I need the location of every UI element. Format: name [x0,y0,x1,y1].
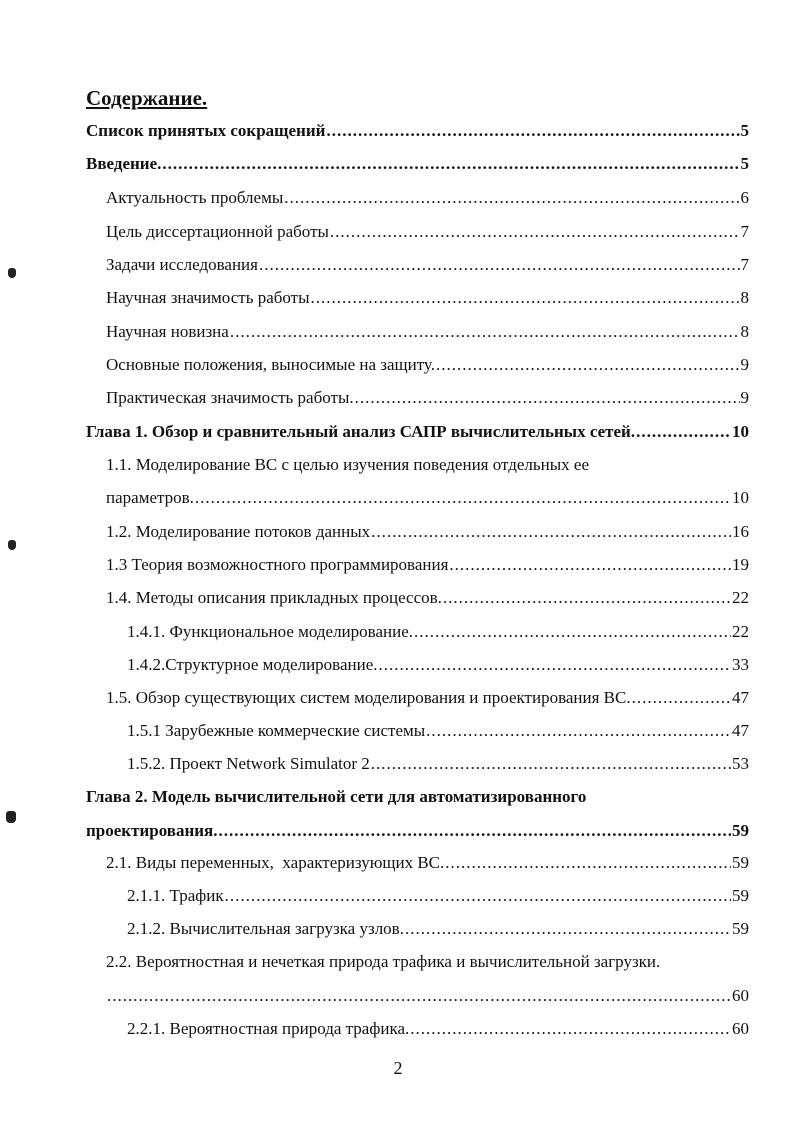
toc-entry-text: проектирования. [86,821,218,840]
toc-entry-text: Задачи исследования [106,255,258,274]
toc-entry [127,752,749,776]
toc-entry-page: 10 [732,488,749,507]
toc-entry-text: 1.2. Моделирование потоков данных [106,522,371,541]
toc-entry-text: Основные положения, выносимые на защиту. [106,355,435,374]
toc-entry [106,386,749,410]
toc-entry-page: 8 [740,288,749,307]
toc-entry [127,653,749,677]
dot-leader [225,884,731,908]
toc-entry-text: Введение. [86,154,162,173]
dot-leader [259,253,740,277]
toc-entry-page: 47 [732,688,749,707]
toc-entry [106,686,749,710]
toc-entry-page: 16 [732,522,749,541]
dot-leader [162,152,739,176]
dot-leader [218,819,731,843]
toc-entry-text: 1.4.1. Функциональное моделирование. [127,622,413,641]
toc-entry-text: Цель диссертационной работы [106,222,329,241]
dot-leader [445,851,731,875]
dot-leader [326,119,739,143]
toc-entry [127,917,749,941]
dot-leader [195,486,731,510]
toc-entry-text: 1.4.2.Структурное моделирование. [127,655,378,674]
toc-entry-page: 59 [732,919,749,938]
toc-entry [106,286,749,310]
dot-leader [230,320,740,344]
dot-leader [449,553,731,577]
dot-leader [436,353,740,377]
dot-leader [636,420,731,444]
dot-leader [379,653,731,677]
toc-entry-text: 1.5.2. Проект Network Simulator 2 [127,754,370,773]
toc-entry-text: Практическая значимость работы. [106,388,354,407]
toc-entry-text: 1.3 Теория возможностного программирования [106,555,449,574]
toc-entry [106,486,749,510]
dot-leader [330,220,740,244]
punch-hole-mark [6,811,16,823]
toc-entry [106,353,749,377]
toc-entry-page: 59 [732,853,749,872]
toc-entry-text: 2.1.1. Трафик [127,886,224,905]
dot-leader [410,1017,731,1041]
toc-entry-text: 2.2.1. Вероятностная природа трафика. [127,1019,410,1038]
toc-entry [127,719,749,743]
toc-entry [106,320,749,344]
dot-leader [284,186,739,210]
toc-entry [106,186,749,210]
toc-entry [127,620,749,644]
toc-entry-page: 59 [732,821,749,840]
toc-entry-page: 22 [732,622,749,641]
toc-entry [127,884,749,908]
toc-entry [106,520,749,544]
toc-entry [127,1017,749,1041]
toc-entry-text: Научная значимость работы [106,288,310,307]
toc-entry [106,553,749,577]
dot-leader [371,752,731,776]
toc-entry-page: 5 [740,121,749,140]
dot-leader [311,286,740,310]
toc-entry-chapter-2-line1: Глава 2. Модель вычислительной сети для автоматизированного [86,787,587,806]
toc-entry-chapter-2 [86,819,749,843]
toc-entry-page: 7 [740,255,749,274]
toc-entry-page: 19 [732,555,749,574]
dot-leader [426,719,731,743]
toc-entry-text: Список принятых сокращений [86,121,326,140]
toc-title: Содержание. [86,86,208,110]
toc-entry-page: 22 [732,588,749,607]
toc-entry-text: 1.5. Обзор существующих систем моделирования и проектирования ВС. [106,688,631,707]
dot-leader [414,620,731,644]
toc-entry-text: параметров. [106,488,194,507]
toc-entry [106,253,749,277]
page-number: 2 [393,1058,403,1078]
toc-entry-page: 59 [732,886,749,905]
toc-entry-chapter-1 [86,420,749,444]
toc-entry-text: Актуальность проблемы [106,188,284,207]
toc-entry-line1: 2.2. Вероятностная и нечеткая природа трафика и вычислительной загрузки. [106,952,661,971]
toc-entry-page: 60 [732,1019,749,1038]
toc-entry-page: 7 [740,222,749,241]
toc-entry-page: 6 [740,188,749,207]
dot-leader [443,586,731,610]
punch-hole-mark [8,540,16,550]
toc-entry-page: 9 [740,355,749,374]
dot-leader [355,386,740,410]
toc-entry-introduction [86,152,749,176]
toc-entry-page: 9 [740,388,749,407]
toc-entry-page: 60 [732,986,749,1005]
toc-entry-text: 1.4. Методы описания прикладных процессов. [106,588,442,607]
toc-entry-page: 53 [732,754,749,773]
toc-entry-line1: 1.1. Моделирование ВС с целью изучения поведения отдельных ее [106,455,590,474]
toc-entry-page: 47 [732,721,749,740]
toc-entry-text: Научная новизна [106,322,229,341]
toc-entry-abbreviations [86,119,749,143]
toc-entry-page: 33 [732,655,749,674]
dot-leader [632,686,731,710]
toc-entry-page: 5 [740,154,749,173]
toc-entry [106,851,749,875]
toc-entry [106,984,749,1008]
dot-leader [371,520,731,544]
dot-leader [405,917,731,941]
toc-entry-text: 2.1.2. Вычислительная загрузка узлов. [127,919,404,938]
toc-entry-text: 2.1. Виды переменных, характеризующих ВС. [106,853,445,872]
toc-entry [106,220,749,244]
toc-entry-page: 8 [740,322,749,341]
toc-entry-page: 10 [732,422,749,441]
punch-hole-mark [8,268,16,278]
toc-entry-text: 1.5.1 Зарубежные коммерческие системы [127,721,426,740]
toc-entry [106,586,749,610]
dot-leader [107,984,731,1008]
toc-entry-text: Глава 1. Обзор и сравнительный анализ САПР вычислительных сетей. [86,422,636,441]
